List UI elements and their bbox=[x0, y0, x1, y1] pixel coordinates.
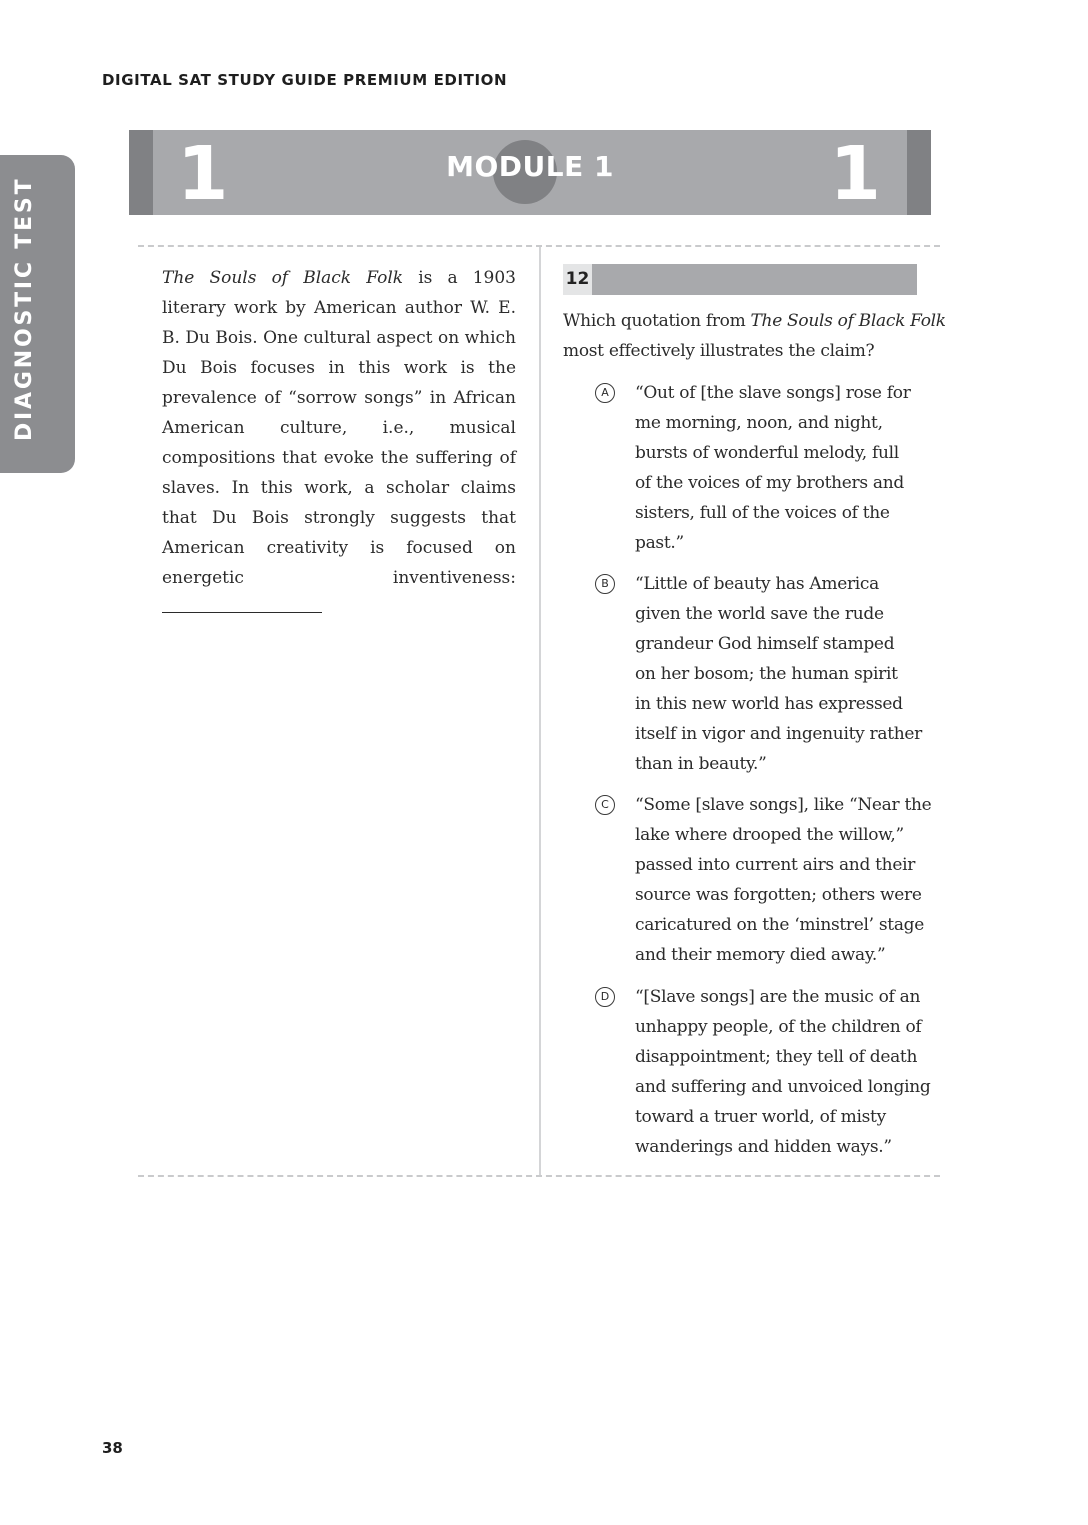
bottom-dashed-rule bbox=[138, 1175, 940, 1177]
banner-number-left: 1 bbox=[177, 131, 229, 215]
choice-a-radio-icon[interactable]: A bbox=[595, 383, 615, 403]
choice-line: disappointment; they tell of death bbox=[635, 1047, 918, 1067]
choice-line: unhappy people, of the children of bbox=[635, 1017, 922, 1037]
choice-line: grandeur God himself stamped bbox=[635, 634, 895, 654]
choice-line: me morning, noon, and night, bbox=[635, 413, 883, 433]
choice-line: on her bosom; the human spirit bbox=[635, 664, 898, 684]
choice-line: caricatured on the ‘minstrel’ stage bbox=[635, 915, 924, 935]
choice-line: “Little of beauty has America bbox=[635, 574, 879, 594]
prompt-after: most effectively illustrates the claim? bbox=[563, 341, 875, 361]
choice-line: itself in vigor and ingenuity rather bbox=[635, 724, 922, 744]
prompt-before: Which quotation from bbox=[563, 311, 751, 331]
choice-b-text bbox=[635, 569, 925, 779]
choice-line: than in beauty.” bbox=[635, 754, 767, 774]
choice-line: wanderings and hidden ways.” bbox=[635, 1137, 892, 1157]
choice-line: toward a truer world, of misty bbox=[635, 1107, 886, 1127]
choice-line: in this new world has expressed bbox=[635, 694, 903, 714]
choice-line: given the world save the rude bbox=[635, 604, 884, 624]
choice-line: “Some [slave songs], like “Near the bbox=[635, 795, 932, 815]
question-header-bar bbox=[563, 264, 917, 295]
choice-line: and their memory died away.” bbox=[635, 945, 886, 965]
banner-number-right: 1 bbox=[829, 131, 881, 215]
passage bbox=[162, 263, 516, 623]
column-divider bbox=[539, 247, 541, 1175]
choice-line: source was forgotten; others were bbox=[635, 885, 922, 905]
choice-line: “Out of [the slave songs] rose for bbox=[635, 383, 911, 403]
passage-text: is a 1903 literary work by American author W. E. B. Du Bois. One cultural aspect on which Du Bois focuses in this work is the prevalence of “sorrow songs” in African American culture, i.e., musical compositions that evoke the suffering of slaves. In this work, a scholar claims that Du Bois strongly suggests that American creativity is focused on energetic inventiveness: bbox=[162, 268, 516, 588]
side-tab-label: DIAGNOSTIC TEST bbox=[12, 176, 37, 441]
choice-c-text bbox=[635, 790, 932, 970]
choice-b-radio-icon[interactable]: B bbox=[595, 574, 615, 594]
answer-blank bbox=[162, 594, 322, 613]
choice-line: and suffering and unvoiced longing bbox=[635, 1077, 931, 1097]
choice-c-radio-icon[interactable]: C bbox=[595, 795, 615, 815]
choice-line: passed into current airs and their bbox=[635, 855, 916, 875]
running-head: DIGITAL SAT STUDY GUIDE PREMIUM EDITION bbox=[102, 71, 508, 89]
choice-line: bursts of wonderful melody, full bbox=[635, 443, 899, 463]
choice-line: of the voices of my brothers and bbox=[635, 473, 904, 493]
choice-line: sisters, full of the voices of the bbox=[635, 503, 890, 523]
prompt-line-1 bbox=[563, 306, 946, 336]
choice-line: lake where drooped the willow,” bbox=[635, 825, 904, 845]
module-title: MODULE 1 bbox=[446, 150, 614, 183]
page-number: 38 bbox=[102, 1439, 123, 1457]
choice-a-text bbox=[635, 378, 925, 558]
module-banner bbox=[129, 130, 931, 215]
choice-d-text bbox=[635, 982, 931, 1162]
question-number: 12 bbox=[563, 264, 592, 295]
passage-work-title: The Souls of Black Folk bbox=[162, 268, 404, 288]
prompt-title: The Souls of Black Folk bbox=[750, 311, 946, 331]
choice-line: past.” bbox=[635, 533, 684, 553]
choice-d-radio-icon[interactable]: D bbox=[595, 987, 615, 1007]
question-prompt bbox=[563, 306, 946, 366]
choice-line: “[Slave songs] are the music of an bbox=[635, 987, 921, 1007]
